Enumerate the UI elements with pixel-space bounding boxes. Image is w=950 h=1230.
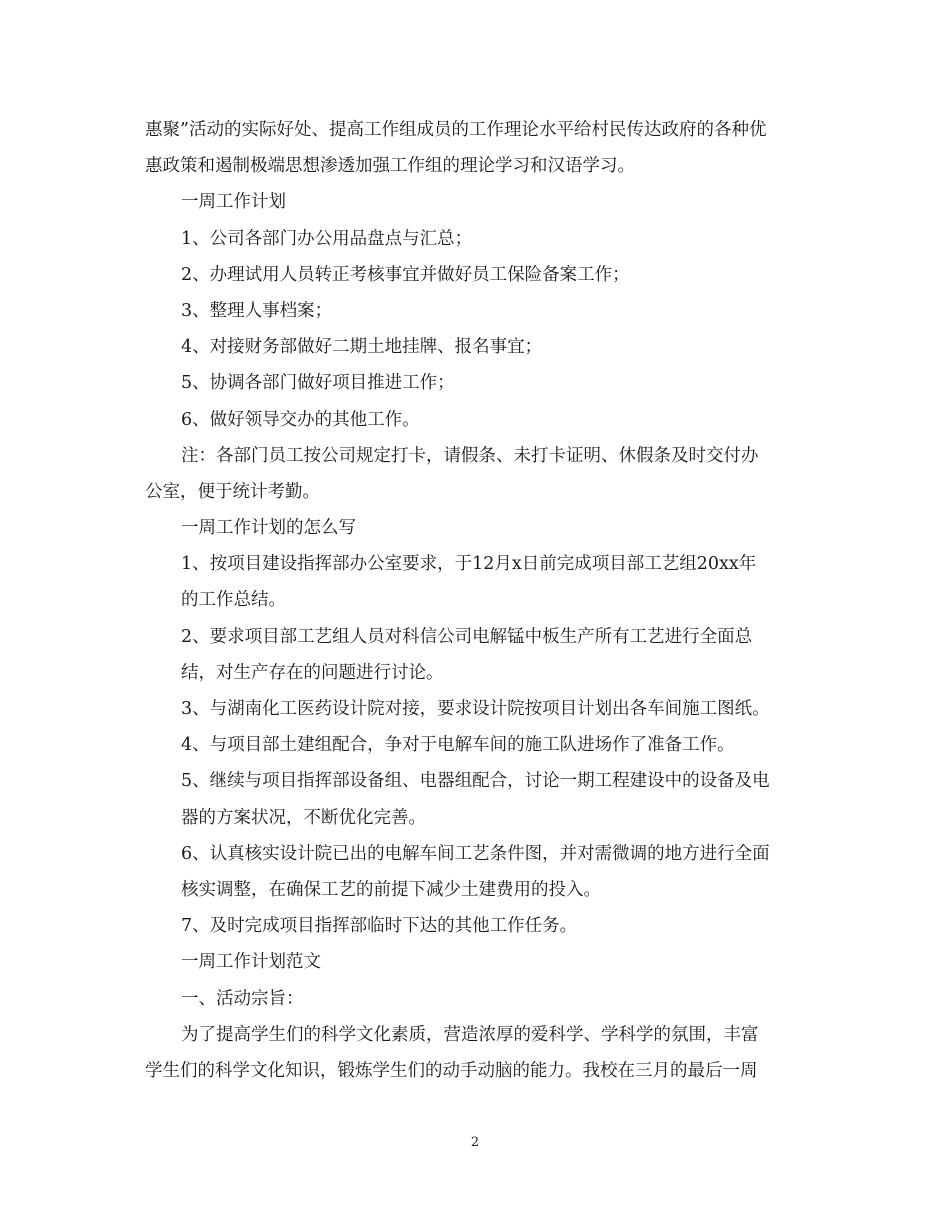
text-line: 2、办理试用人员转正考核事宜并做好员工保险备案工作；	[181, 264, 630, 285]
text-line: 6、做好领导交办的其他工作。	[181, 409, 420, 430]
text-line: 7、及时完成项目指挥部临时下达的其他工作任务。	[181, 916, 578, 937]
text-line: 惠政策和遏制极端思想渗透加强工作组的理论学习和汉语学习。	[145, 156, 635, 177]
text-line: 3、与湖南化工医药设计院对接，要求设计院按项目计划出各车间施工图纸。	[181, 699, 770, 719]
text-line: 3、整理人事档案；	[181, 300, 333, 321]
text-line: 1、按项目建设指挥部办公室要求，于12月x日前完成项目部工艺组20xx年	[181, 554, 757, 575]
text-line: 5、继续与项目指挥部设备组、电器组配合，讨论一期工程建设中的设备及电	[181, 771, 770, 792]
text-line: 一周工作计划	[181, 192, 286, 213]
text-line: 一周工作计划的怎么写	[181, 518, 356, 539]
text-line: 惠聚”活动的实际好处、提高工作组成员的工作理论水平给村民传达政府的各种优	[145, 120, 767, 140]
text-line: 5、协调各部门做好项目推进工作；	[181, 373, 455, 394]
text-line: 结，对生产存在的问题进行讨论。	[181, 662, 444, 683]
text-line: 一、活动宗旨：	[181, 988, 304, 1009]
text-line: 6、认真核实设计院已出的电解车间工艺条件图，并对需微调的地方进行全面	[181, 843, 770, 864]
document-body	[145, 112, 810, 1089]
page-number: 2	[470, 1135, 480, 1150]
text-line: 4、与项目部土建组配合，争对于电解车间的施工队进场作了准备工作。	[181, 735, 735, 756]
text-line: 4、对接财务部做好二期土地挂牌、报名事宜；	[181, 337, 543, 358]
text-line: 2、要求项目部工艺组人员对科信公司电解锰中板生产所有工艺进行全面总	[181, 626, 753, 647]
text-line: 注：各部门员工按公司规定打卡，请假条、未打卡证明、休假条及时交付办	[181, 445, 759, 466]
text-line: 一周工作计划范文	[181, 952, 321, 973]
text-line: 公室，便于统计考勤。	[145, 481, 320, 502]
text-line: 为了提高学生们的科学文化素质，营造浓厚的爱科学、学科学的氛围，丰富	[181, 1024, 759, 1045]
text-line: 学生们的科学文化知识，锻炼学生们的动手动脑的能力。我校在三月的最后一周	[145, 1060, 758, 1081]
text-line: 核实调整，在确保工艺的前提下减少土建费用的投入。	[181, 879, 601, 900]
text-line: 1、公司各部门办公用品盘点与汇总；	[181, 228, 473, 249]
text-line: 的工作总结。	[181, 590, 286, 611]
text-line: 器的方案状况，不断优化完善。	[181, 807, 426, 828]
